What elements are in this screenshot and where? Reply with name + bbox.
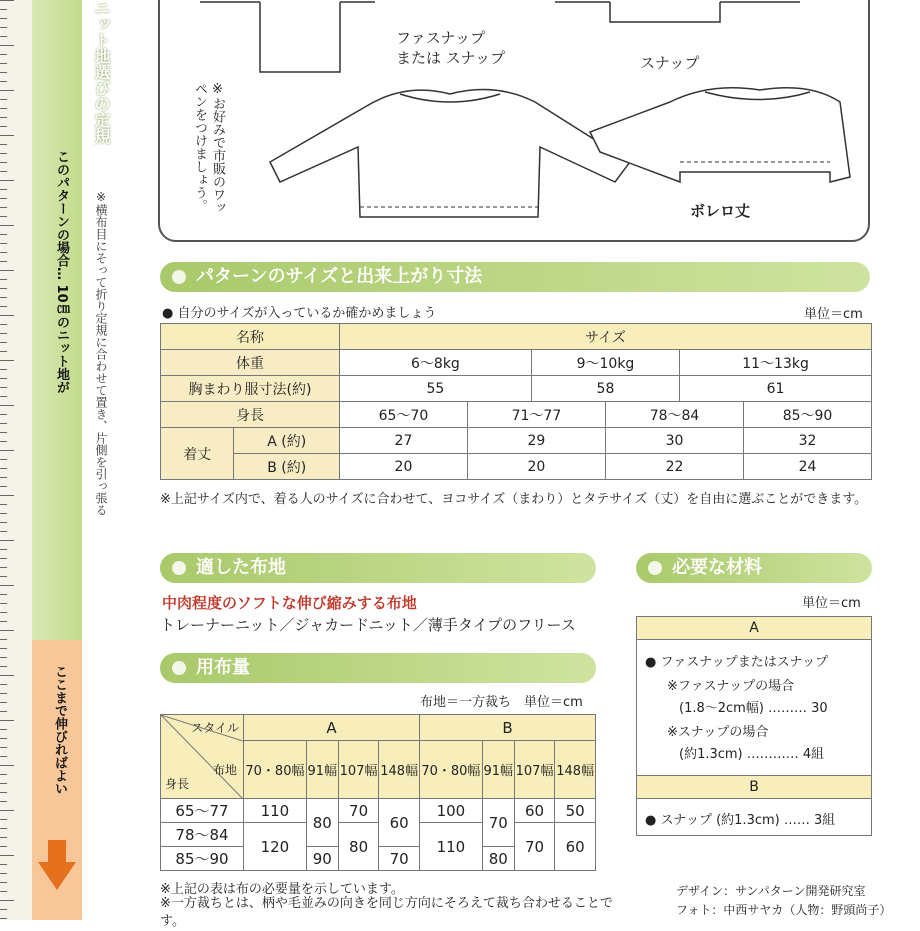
ruler-tick xyxy=(0,702,7,703)
height-cell: 71〜77 xyxy=(467,402,605,428)
ruler-tick xyxy=(0,486,7,487)
yardage-cell: 60 xyxy=(379,799,420,847)
weight-cell: 11〜13kg xyxy=(680,350,872,376)
ruler-tick xyxy=(0,612,7,613)
ruler-strip xyxy=(0,0,33,920)
patch-note: ※お好みで市販のワッペンをつけましょう。 xyxy=(192,82,225,214)
ruler-tick xyxy=(0,297,7,298)
sidebar-title: ニット地選びの定規 xyxy=(92,0,111,144)
ruler-tick xyxy=(0,234,7,235)
sidebar-subtitle: このパターンの場合… 10㎝のニット地が xyxy=(54,150,69,394)
ruler-tick xyxy=(0,225,14,226)
jacket-b-bottom-drawing xyxy=(610,2,720,22)
ruler-tick xyxy=(0,864,7,865)
ruler-tick xyxy=(0,603,7,604)
fabric-label: 布地 xyxy=(212,763,237,777)
height-row-label: 85〜90 xyxy=(161,847,244,871)
ruler-tick xyxy=(0,387,7,388)
ruler-tick xyxy=(0,810,14,811)
bolero-label: ボレロ丈 xyxy=(690,202,751,220)
chest-label: 胸まわり服寸法(約) xyxy=(161,376,340,402)
ruler-tick xyxy=(0,882,7,883)
length-a-cell: 27 xyxy=(340,428,468,454)
yardage-table xyxy=(160,714,596,871)
ruler-tick xyxy=(0,918,7,919)
yardage-cell: 80 xyxy=(338,823,379,871)
style-b-header: B xyxy=(419,715,595,741)
ruler-tick xyxy=(0,243,7,244)
width-header: 148幅 xyxy=(555,741,596,799)
length-b-label: B (約) xyxy=(234,454,340,480)
yardage-cell: 110 xyxy=(419,823,482,871)
ruler-tick xyxy=(0,81,7,82)
height-label: 身長 xyxy=(161,402,340,428)
ruler-tick xyxy=(0,126,7,127)
fabric-section-header: 適した布地 xyxy=(160,553,596,583)
ruler-tick xyxy=(0,27,7,28)
size-unit: 単位＝cm xyxy=(804,307,863,322)
ruler-tick xyxy=(0,261,7,262)
ruler-tick xyxy=(0,513,7,514)
ruler-tick xyxy=(0,468,7,469)
materials-a-sub2-detail: (約1.3cm) ………… 4組 xyxy=(679,747,825,762)
yardage-cell: 80 xyxy=(482,847,514,871)
weight-cell: 6〜8kg xyxy=(340,350,532,376)
ruler-tick xyxy=(0,684,7,685)
ruler-tick xyxy=(0,432,7,433)
fabric-highlight: 中肉程度のソフトな伸び縮みする布地 xyxy=(162,594,417,612)
ruler-tick xyxy=(0,108,7,109)
ruler-tick xyxy=(0,630,14,631)
sweater-a-drawing xyxy=(270,90,630,218)
ruler-tick xyxy=(0,360,14,361)
ruler-tick xyxy=(0,801,7,802)
ruler-tick xyxy=(0,378,7,379)
ruler-tick xyxy=(0,0,14,1)
style-label: スタイル xyxy=(191,721,239,735)
ruler-tick xyxy=(0,585,14,586)
width-header: 91幅 xyxy=(482,741,514,799)
ruler-tick xyxy=(0,504,7,505)
width-header: 70・80幅 xyxy=(244,741,307,799)
yardage-cell: 90 xyxy=(306,847,338,871)
ruler-tick xyxy=(0,54,7,55)
ruler-tick xyxy=(0,72,7,73)
down-arrow-icon xyxy=(38,862,76,890)
sidebar-bottom-label: ここまで伸びればよい xyxy=(52,665,67,795)
size-table xyxy=(160,323,872,480)
yardage-cell: 70 xyxy=(514,823,555,871)
snap-label: スナップ xyxy=(640,54,700,72)
ruler-tick xyxy=(0,540,14,541)
yardage-unit: 布地＝一方裁ち 単位＝cm xyxy=(420,695,583,710)
header-corner xyxy=(161,715,244,799)
ruler-tick xyxy=(0,153,7,154)
ruler-tick xyxy=(0,855,14,856)
ruler-tick xyxy=(0,180,14,181)
yardage-section-header: 用布量 xyxy=(160,653,596,683)
ruler-tick xyxy=(0,396,7,397)
length-b-cell: 20 xyxy=(467,454,605,480)
ruler-tick xyxy=(0,900,14,901)
bullet-icon xyxy=(648,561,662,575)
ruler-tick xyxy=(0,99,7,100)
ruler-tick xyxy=(0,162,7,163)
yardage-cell: 120 xyxy=(244,823,307,871)
width-header: 107幅 xyxy=(514,741,555,799)
ruler-tick xyxy=(0,63,7,64)
length-a-cell: 29 xyxy=(467,428,605,454)
style-a-header: A xyxy=(244,715,420,741)
weight-label: 体重 xyxy=(161,350,340,376)
ruler-tick xyxy=(0,576,7,577)
ruler-tick xyxy=(0,792,7,793)
chest-cell: 55 xyxy=(340,376,532,402)
ruler-tick xyxy=(0,828,7,829)
materials-a-item: ● ファスナップまたはスナップ xyxy=(645,655,829,670)
ruler-tick xyxy=(0,621,7,622)
yardage-cell: 60 xyxy=(555,823,596,871)
yardage-cell: 110 xyxy=(244,799,307,823)
yardage-note-2: ※一方裁ちとは、柄や毛並みの向きを同じ方向にそろえて裁ち合わせることです。 xyxy=(160,896,613,929)
design-credit: デザイン：サンパターン開発研究室 xyxy=(676,884,866,898)
ruler-tick xyxy=(0,279,7,280)
yardage-cell: 80 xyxy=(306,799,338,847)
materials-a-header: A xyxy=(637,617,871,640)
ruler-tick xyxy=(0,171,7,172)
garment-illustration-box xyxy=(158,0,870,242)
ruler-tick xyxy=(0,423,7,424)
ruler-tick xyxy=(0,144,7,145)
length-label: 着丈 xyxy=(161,428,234,480)
height-row-label: 78〜84 xyxy=(161,823,244,847)
sidebar-note: ※横布目にそって折り定規に合わせて置き、片側を引っ張る xyxy=(94,190,108,516)
ruler-tick xyxy=(0,306,7,307)
height-corner-label: 身長 xyxy=(165,777,190,791)
ruler-tick xyxy=(0,252,7,253)
bolero-drawing xyxy=(590,88,850,182)
ruler-tick xyxy=(0,648,7,649)
ruler-tick xyxy=(0,18,7,19)
ruler-tick xyxy=(0,756,7,757)
yardage-note-1: ※上記の表は布の必要量を示しています。 xyxy=(160,882,404,897)
length-b-cell: 22 xyxy=(605,454,743,480)
col-name-header: 名称 xyxy=(161,324,340,350)
ruler-tick xyxy=(0,9,7,10)
weight-cell: 9〜10kg xyxy=(531,350,679,376)
materials-b-header: B xyxy=(637,775,871,799)
ruler-tick xyxy=(0,351,7,352)
ruler-tick xyxy=(0,909,7,910)
yardage-cell: 100 xyxy=(419,799,482,823)
ruler-tick xyxy=(0,117,7,118)
ruler-tick xyxy=(0,405,14,406)
ruler-tick xyxy=(0,783,7,784)
materials-unit: 単位＝cm xyxy=(802,596,861,611)
bullet-icon xyxy=(172,561,186,575)
materials-box xyxy=(636,616,872,836)
ruler-tick xyxy=(0,90,14,91)
height-row-label: 65〜77 xyxy=(161,799,244,823)
ruler-tick xyxy=(0,135,14,136)
photo-credit: フォト：中西サヤカ（人物：野頭尚子） xyxy=(676,903,892,917)
ruler-tick xyxy=(0,342,7,343)
height-cell: 78〜84 xyxy=(605,402,743,428)
ruler-tick xyxy=(0,450,14,451)
ruler-tick xyxy=(0,198,7,199)
ruler-tick xyxy=(0,441,7,442)
size-section-header: パターンのサイズと出来上がり寸法 xyxy=(160,262,870,292)
yardage-cell: 60 xyxy=(514,799,555,823)
materials-section-header: 必要な材料 xyxy=(636,553,872,583)
length-a-cell: 30 xyxy=(605,428,743,454)
ruler-tick xyxy=(0,189,7,190)
ruler-tick xyxy=(0,693,7,694)
width-header: 107幅 xyxy=(338,741,379,799)
fastener-label: ファスナップ または スナップ xyxy=(396,29,506,67)
height-cell: 65〜70 xyxy=(340,402,468,428)
ruler-tick xyxy=(0,414,7,415)
chest-cell: 61 xyxy=(680,376,872,402)
ruler-tick xyxy=(0,846,7,847)
length-a-label: A (約) xyxy=(234,428,340,454)
col-size-header: サイズ xyxy=(340,324,872,350)
materials-a-sub1-detail: (1.8〜2cm幅) ……… 30 xyxy=(679,701,828,716)
chest-cell: 58 xyxy=(531,376,679,402)
ruler-tick xyxy=(0,216,7,217)
ruler-tick xyxy=(0,666,7,667)
ruler-tick xyxy=(0,675,14,676)
length-a-cell: 32 xyxy=(744,428,872,454)
ruler-tick xyxy=(0,873,7,874)
ruler-tick xyxy=(0,549,7,550)
length-b-cell: 24 xyxy=(744,454,872,480)
ruler-tick xyxy=(0,531,7,532)
bullet-icon xyxy=(172,270,186,284)
ruler-tick xyxy=(0,459,7,460)
garment-drawings xyxy=(160,0,868,240)
ruler-tick xyxy=(0,729,7,730)
down-arrow-stem xyxy=(48,840,66,864)
ruler-tick xyxy=(0,747,7,748)
ruler-tick xyxy=(0,567,7,568)
materials-a-sub1: ※ファスナップの場合 xyxy=(667,679,795,694)
ruler-tick xyxy=(0,765,14,766)
materials-b-item: ● スナップ (約1.3cm) …… 3組 xyxy=(645,813,836,828)
ruler-tick xyxy=(0,594,7,595)
bullet-icon xyxy=(172,661,186,675)
ruler-tick xyxy=(0,207,7,208)
size-intro: ● 自分のサイズが入っているか確かめましょう xyxy=(162,306,437,321)
ruler-tick xyxy=(0,369,7,370)
yardage-cell: 70 xyxy=(338,799,379,823)
ruler-tick xyxy=(0,639,7,640)
ruler-tick xyxy=(0,657,7,658)
ruler-tick xyxy=(0,36,7,37)
ruler-tick xyxy=(0,315,14,316)
ruler-tick xyxy=(0,324,7,325)
ruler-tick xyxy=(0,558,7,559)
width-header: 148幅 xyxy=(379,741,420,799)
ruler-tick xyxy=(0,819,7,820)
ruler-tick xyxy=(0,333,7,334)
ruler-tick xyxy=(0,495,14,496)
ruler-tick xyxy=(0,738,7,739)
fabric-list: トレーナーニット／ジャカードニット／薄手タイプのフリース xyxy=(160,616,576,634)
length-b-cell: 20 xyxy=(340,454,468,480)
width-header: 91幅 xyxy=(306,741,338,799)
size-note: ※上記サイズ内で、着る人のサイズに合わせて、ヨコサイズ（まわり）とタテサイズ（丈）を自由に選ぶことができます。 xyxy=(160,492,868,507)
ruler-tick xyxy=(0,477,7,478)
ruler-tick xyxy=(0,774,7,775)
ruler-tick xyxy=(0,891,7,892)
height-cell: 85〜90 xyxy=(744,402,872,428)
ruler-tick xyxy=(0,288,7,289)
materials-a-sub2: ※スナップの場合 xyxy=(667,725,769,740)
ruler-tick xyxy=(0,711,7,712)
ruler-tick xyxy=(0,837,7,838)
yardage-cell: 70 xyxy=(379,847,420,871)
jacket-a-bottom-drawing xyxy=(260,2,340,72)
ruler-tick xyxy=(0,720,14,721)
yardage-cell: 50 xyxy=(555,799,596,823)
ruler-tick xyxy=(0,270,14,271)
width-header: 70・80幅 xyxy=(419,741,482,799)
yardage-cell: 70 xyxy=(482,799,514,847)
ruler-tick xyxy=(0,45,14,46)
ruler-tick xyxy=(0,522,7,523)
